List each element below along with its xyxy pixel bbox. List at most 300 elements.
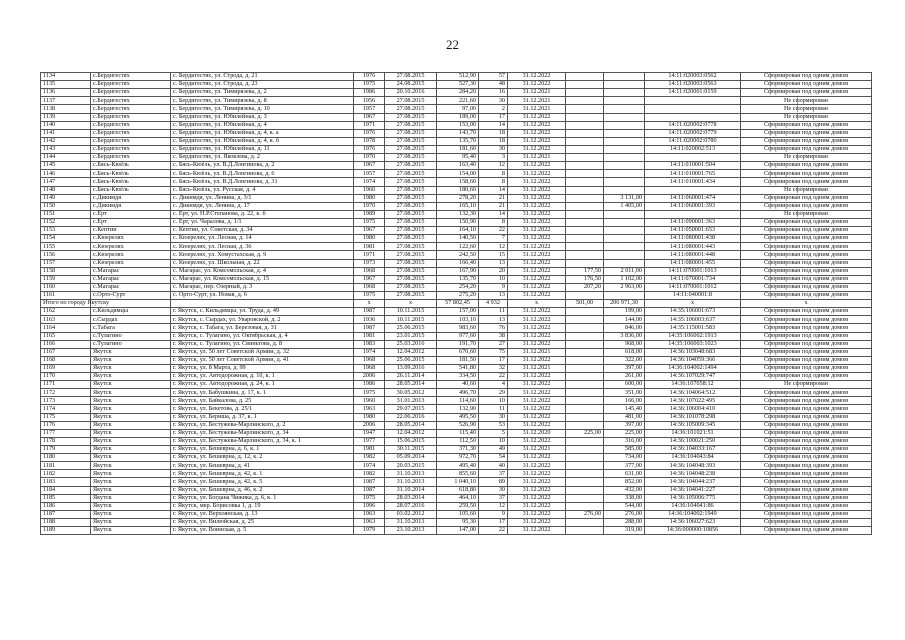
cell-deadline-date: 31.12.2022 bbox=[508, 73, 566, 81]
cell-cadastral-number: 14:36:104059:366 bbox=[645, 356, 741, 364]
cell-deadline-date: 31.12.2022 bbox=[508, 129, 566, 137]
cell-sum-1 bbox=[566, 210, 604, 218]
cell-status: Сформирован под одним домом bbox=[741, 202, 872, 210]
cell-locality: с.Тулагино bbox=[91, 340, 171, 348]
cell-status: Сформирован под одним домом bbox=[741, 486, 872, 494]
cell-residents: 17 bbox=[479, 113, 508, 121]
table-row bbox=[41, 373, 872, 381]
cell-address: г. Якутск, ул. Бекетова, д. 25/1 bbox=[171, 405, 354, 413]
cell-address: с. Кюерелях, ул. Лесная, д. 36 bbox=[171, 243, 354, 251]
cell-sum-2: 600,00 bbox=[604, 381, 645, 389]
cell-address: с. Бердигестях, ул. Строда, д. 21 bbox=[171, 73, 354, 81]
cell-cadastral-number: 14:11:070001:734 bbox=[645, 275, 741, 283]
cell-locality: с.Дикимдя bbox=[91, 202, 171, 210]
cell-sum-1 bbox=[566, 227, 604, 235]
cell-row-number: 1181 bbox=[41, 462, 91, 470]
cell-row-number: 1138 bbox=[41, 105, 91, 113]
cell-address: с. Кюерелях, ул. Школьная, д. 22 bbox=[171, 259, 354, 267]
cell-locality: с.Бясь-Кюёль bbox=[91, 178, 171, 186]
cell-sum-1 bbox=[566, 332, 604, 340]
cell-record-date: 27.08.2015 bbox=[385, 154, 437, 162]
cell-row-number: 1150 bbox=[41, 202, 91, 210]
cell-deadline-date: 31.12.2022 bbox=[508, 340, 566, 348]
cell-status: Сформирован под одним домом bbox=[741, 178, 872, 186]
cell-cadastral-number: 14:11:020002:0780 bbox=[645, 137, 741, 145]
cell-address: г. Якутск, ул. Бернша, д. 37, к. 1 bbox=[171, 413, 354, 421]
cell-sum-2: 397,00 bbox=[604, 364, 645, 372]
cell-sum-2 bbox=[604, 162, 645, 170]
cell-sum-2: 397,00 bbox=[604, 421, 645, 429]
cell-residents: 54 bbox=[479, 454, 508, 462]
cell-area: 464,10 bbox=[437, 494, 479, 502]
cell-cadastral-number: 14:36:104041:86 bbox=[645, 502, 741, 510]
cell-sum-2: 338,00 bbox=[604, 494, 645, 502]
cell-cadastral-number: 14:11:070001:1013 bbox=[645, 267, 741, 275]
cell-area: 154,00 bbox=[437, 170, 479, 178]
cell-year-built: x bbox=[354, 300, 385, 308]
cell-sum-2: 261,00 bbox=[604, 373, 645, 381]
table-row bbox=[41, 413, 872, 421]
cell-locality: с.Табага bbox=[91, 324, 171, 332]
cell-locality: Якутск bbox=[91, 527, 171, 535]
cell-area: 40,60 bbox=[437, 381, 479, 389]
cell-sum-1 bbox=[566, 129, 604, 137]
cell-locality: Якутск bbox=[91, 356, 171, 364]
table-row bbox=[41, 162, 872, 170]
cell-row-number: 1151 bbox=[41, 210, 91, 218]
cell-area: 158,60 bbox=[437, 178, 479, 186]
cell-row-number: 1154 bbox=[41, 235, 91, 243]
cell-residents: 3 bbox=[479, 154, 508, 162]
cell-sum-2 bbox=[604, 105, 645, 113]
cell-deadline-date: 31.12.2022 bbox=[508, 283, 566, 291]
cell-cadastral-number: 14:36:104002:1949 bbox=[645, 510, 741, 518]
cell-year-built: 2006 bbox=[354, 421, 385, 429]
cell-area: 278,20 bbox=[437, 194, 479, 202]
cell-sum-2: 225,00 bbox=[604, 429, 645, 437]
cell-record-date: 30.05.2012 bbox=[385, 389, 437, 397]
cell-year-built: 1978 bbox=[354, 137, 385, 145]
cell-sum-1 bbox=[566, 218, 604, 226]
cell-year-built: 1987 bbox=[354, 308, 385, 316]
cell-area: 132,90 bbox=[437, 405, 479, 413]
cell-cadastral-number: x bbox=[645, 300, 741, 308]
cell-locality: с.Бясь-Кюёль bbox=[91, 186, 171, 194]
cell-locality: Якутск bbox=[91, 373, 171, 381]
cell-sum-1 bbox=[566, 405, 604, 413]
cell-year-built: 1986 bbox=[354, 89, 385, 97]
cell-locality: с.Кюерелях bbox=[91, 259, 171, 267]
cell-sum-1 bbox=[566, 381, 604, 389]
cell-deadline-date: 31.12.2021 bbox=[508, 364, 566, 372]
table-row bbox=[41, 267, 872, 275]
cell-residents: 21 bbox=[479, 202, 508, 210]
cell-row-number: 1148 bbox=[41, 186, 91, 194]
cell-residents: 8 bbox=[479, 218, 508, 226]
cell-deadline-date: x bbox=[508, 300, 566, 308]
table-row bbox=[41, 527, 872, 535]
cell-status: x bbox=[741, 300, 872, 308]
cell-record-date: 20.03.2015 bbox=[385, 462, 437, 470]
cell-record-date: 31.10.2013 bbox=[385, 478, 437, 486]
cell-status: Сформирован под одним домом bbox=[741, 332, 872, 340]
cell-residents: 57 bbox=[479, 73, 508, 81]
cell-row-number: 1177 bbox=[41, 429, 91, 437]
cell-row-number: 1188 bbox=[41, 519, 91, 527]
cell-address: г. Якутск, с. Табага, ул. Березовая, д. 31 bbox=[171, 324, 354, 332]
cell-year-built: 1963 bbox=[354, 519, 385, 527]
table-row bbox=[41, 251, 872, 259]
table-row bbox=[41, 89, 872, 97]
cell-year-built: 1967 bbox=[354, 275, 385, 283]
cell-row-number: 1156 bbox=[41, 251, 91, 259]
cell-sum-1 bbox=[566, 243, 604, 251]
cell-deadline-date: 31.12.2021 bbox=[508, 97, 566, 105]
cell-address: с. Кюерелях, ул. Лесная, д. 14 bbox=[171, 235, 354, 243]
cell-sum-1 bbox=[566, 308, 604, 316]
cell-sum-2: 846,00 bbox=[604, 324, 645, 332]
cell-cadastral-number: 14:35:106003:1023 bbox=[645, 340, 741, 348]
cell-sum-1 bbox=[566, 413, 604, 421]
table-row bbox=[41, 332, 872, 340]
cell-sum-1 bbox=[566, 202, 604, 210]
cell-record-date: 28.05.2014 bbox=[385, 421, 437, 429]
table-row bbox=[41, 227, 872, 235]
cell-cadastral-number: 14:36:104041:227 bbox=[645, 486, 741, 494]
cell-year-built: 1981 bbox=[354, 243, 385, 251]
cell-status: Сформирован под одним домом bbox=[741, 340, 872, 348]
cell-deadline-date: 31.12.2022 bbox=[508, 121, 566, 129]
cell-address: с. Магарас, пер. Озерный, д. 3 bbox=[171, 283, 354, 291]
cell-row-number: 1189 bbox=[41, 527, 91, 535]
cell-sum-1: 225,00 bbox=[566, 429, 604, 437]
cell-address: г. Якутск, ул. 50 лет Советской Армии, д. 32 bbox=[171, 348, 354, 356]
cell-deadline-date: 31.12.2022 bbox=[508, 186, 566, 194]
cell-locality: с.Бердигестях bbox=[91, 73, 171, 81]
cell-residents: 16 bbox=[479, 89, 508, 97]
cell-status: Не сформирован bbox=[741, 105, 872, 113]
cell-sum-1 bbox=[566, 97, 604, 105]
cell-cadastral-number bbox=[645, 186, 741, 194]
cell-record-date: 27.08.2015 bbox=[385, 210, 437, 218]
cell-area: 618,80 bbox=[437, 486, 479, 494]
cell-status: Не сформирован bbox=[741, 97, 872, 105]
table-row bbox=[41, 154, 872, 162]
cell-address: г. Якутск, ул. Автодорожная, д. 24, к. 1 bbox=[171, 381, 354, 389]
table-row bbox=[41, 73, 872, 81]
table-row bbox=[41, 470, 872, 478]
cell-row-number: 1155 bbox=[41, 243, 91, 251]
cell-deadline-date: 31.12.2022 bbox=[508, 137, 566, 145]
cell-sum-2: 288,00 bbox=[604, 519, 645, 527]
cell-sum-2 bbox=[604, 259, 645, 267]
cell-area: 495,50 bbox=[437, 413, 479, 421]
housing-register-table bbox=[40, 72, 872, 535]
cell-sum-2: 1 405,00 bbox=[604, 202, 645, 210]
cell-status: Сформирован под одним домом bbox=[741, 251, 872, 259]
cell-status: Сформирован под одним домом bbox=[741, 421, 872, 429]
cell-sum-1 bbox=[566, 154, 604, 162]
cell-year-built: 1968 bbox=[354, 267, 385, 275]
cell-year-built: 1947 bbox=[354, 429, 385, 437]
cell-sum-2: 319,00 bbox=[604, 527, 645, 535]
cell-locality: Якутск bbox=[91, 510, 171, 518]
cell-locality: с.Бердигестях bbox=[91, 113, 171, 121]
cell-cadastral-number: 14:36:103048:683 bbox=[645, 348, 741, 356]
cell-row-number: 1186 bbox=[41, 502, 91, 510]
cell-sum-2 bbox=[604, 243, 645, 251]
cell-area: 150,90 bbox=[437, 218, 479, 226]
table-row bbox=[41, 494, 872, 502]
cell-row-number: 1149 bbox=[41, 194, 91, 202]
cell-row-number: 1143 bbox=[41, 145, 91, 153]
cell-address: г. Якутск, мкр. Борисовка 1, д. 19 bbox=[171, 502, 354, 510]
cell-status: Сформирован под одним домом bbox=[741, 527, 872, 535]
cell-record-date: 27.08.2015 bbox=[385, 259, 437, 267]
cell-sum-1: 501,00 bbox=[566, 300, 604, 308]
cell-locality: с.Сырдах bbox=[91, 316, 171, 324]
cell-sum-2 bbox=[604, 97, 645, 105]
cell-locality: Якутск bbox=[91, 429, 171, 437]
cell-cadastral-number: 14:11:020003:0563 bbox=[645, 81, 741, 89]
cell-record-date: 28.03.2014 bbox=[385, 494, 437, 502]
cell-locality: Якутск bbox=[91, 348, 171, 356]
cell-year-built: 1968 bbox=[354, 356, 385, 364]
table-row bbox=[41, 210, 872, 218]
cell-residents: 37 bbox=[479, 470, 508, 478]
cell-deadline-date: 31.12.2022 bbox=[508, 259, 566, 267]
cell-year-built: 1970 bbox=[354, 202, 385, 210]
cell-status: Сформирован под одним домом bbox=[741, 227, 872, 235]
cell-record-date: 05.09.2014 bbox=[385, 454, 437, 462]
cell-sum-2: 734,00 bbox=[604, 454, 645, 462]
cell-sum-2 bbox=[604, 210, 645, 218]
cell-sum-1 bbox=[566, 486, 604, 494]
cell-status: Сформирован под одним домом bbox=[741, 218, 872, 226]
cell-residents: 30 bbox=[479, 97, 508, 105]
cell-residents: 40 bbox=[479, 462, 508, 470]
cell-sum-1 bbox=[566, 324, 604, 332]
table-row bbox=[41, 145, 872, 153]
cell-status: Сформирован под одним домом bbox=[741, 73, 872, 81]
cell-address: с. Кюерелях, ул. Хомустахская, д. 9 bbox=[171, 251, 354, 259]
cell-sum-1: 176,50 bbox=[566, 275, 604, 283]
cell-cadastral-number: 14:36:107058:12 bbox=[645, 381, 741, 389]
cell-record-date: 31.01.2013 bbox=[385, 397, 437, 405]
cell-record-date: 27.08.2015 bbox=[385, 73, 437, 81]
cell-year-built: 1981 bbox=[354, 332, 385, 340]
cell-sum-2: 852,00 bbox=[604, 478, 645, 486]
cell-status: Не сформирован bbox=[741, 186, 872, 194]
cell-deadline-date: 31.12.2020 bbox=[508, 429, 566, 437]
cell-residents: 32 bbox=[479, 364, 508, 372]
cell-residents: 2 bbox=[479, 105, 508, 113]
cell-status: Сформирован под одним домом bbox=[741, 389, 872, 397]
cell-area: 132,30 bbox=[437, 210, 479, 218]
cell-cadastral-number: 14:36:107029:747 bbox=[645, 373, 741, 381]
cell-year-built: 1963 bbox=[354, 510, 385, 518]
cell-status: Сформирован под одним домом bbox=[741, 194, 872, 202]
cell-locality: Якутск bbox=[91, 486, 171, 494]
cell-sum-1 bbox=[566, 235, 604, 243]
cell-year-built: 1987 bbox=[354, 486, 385, 494]
cell-address: г. Якутск, с. Тулагино, ул. Свиньтова, д. 8 bbox=[171, 340, 354, 348]
cell-status: Сформирован под одним домом bbox=[741, 510, 872, 518]
cell-record-date: 10.11.2015 bbox=[385, 308, 437, 316]
cell-record-date: 26.11.2014 bbox=[385, 373, 437, 381]
cell-residents: 21 bbox=[479, 194, 508, 202]
cell-area: 115,40 bbox=[437, 429, 479, 437]
cell-record-date: 25.06.2015 bbox=[385, 356, 437, 364]
cell-sum-1 bbox=[566, 137, 604, 145]
cell-cadastral-number: 14:36:101021:51 bbox=[645, 429, 741, 437]
table-row bbox=[41, 275, 872, 283]
cell-deadline-date: 31.12.2022 bbox=[508, 373, 566, 381]
cell-address: г. Якутск, с. Сырдах, ул. Уваровской, д. 2 bbox=[171, 316, 354, 324]
cell-residents: 89 bbox=[479, 478, 508, 486]
cell-deadline-date: 31.12.2022 bbox=[508, 413, 566, 421]
cell-sum-1 bbox=[566, 356, 604, 364]
cell-sum-2 bbox=[604, 170, 645, 178]
cell-record-date: 30.11.2015 bbox=[385, 446, 437, 454]
cell-year-built: 1974 bbox=[354, 462, 385, 470]
cell-status: Сформирован под одним домом bbox=[741, 162, 872, 170]
cell-locality: с.Дикимдя bbox=[91, 194, 171, 202]
cell-record-date: 27.08.2015 bbox=[385, 105, 437, 113]
cell-row-number: 1184 bbox=[41, 486, 91, 494]
cell-area: 167,90 bbox=[437, 267, 479, 275]
cell-deadline-date: 31.12.2022 bbox=[508, 381, 566, 389]
cell-record-date: 27.08.2015 bbox=[385, 145, 437, 153]
cell-locality: Якутск bbox=[91, 364, 171, 372]
cell-area: 284,20 bbox=[437, 89, 479, 97]
table-row bbox=[41, 81, 872, 89]
cell-record-date: 31.10.2013 bbox=[385, 470, 437, 478]
cell-locality: Якутск bbox=[91, 470, 171, 478]
cell-deadline-date: 31.12.2022 bbox=[508, 202, 566, 210]
cell-record-date: 27.08.2015 bbox=[385, 170, 437, 178]
cell-row-number: 1146 bbox=[41, 170, 91, 178]
cell-status: Сформирован под одним домом bbox=[741, 89, 872, 97]
cell-address: г. Якутск, ул. Байкалова, д. 25 bbox=[171, 397, 354, 405]
cell-residents: 37 bbox=[479, 494, 508, 502]
cell-sum-1 bbox=[566, 81, 604, 89]
cell-area: 157,00 bbox=[437, 308, 479, 316]
cell-locality: с.Кюерелях bbox=[91, 235, 171, 243]
table-row bbox=[41, 194, 872, 202]
cell-deadline-date: 31.12.2021 bbox=[508, 105, 566, 113]
cell-deadline-date: 31.12.2022 bbox=[508, 437, 566, 445]
cell-address: с. Кептин, ул. Советская, д. 34 bbox=[171, 227, 354, 235]
cell-row-number: Итого по городу Якутску bbox=[41, 300, 91, 308]
table-row bbox=[41, 202, 872, 210]
table-row bbox=[41, 348, 872, 356]
cell-residents: 20 bbox=[479, 267, 508, 275]
cell-address: г. Якутск, с. Тулагино, ул. Октябрьская, д. 4 bbox=[171, 332, 354, 340]
cell-year-built: 1971 bbox=[354, 121, 385, 129]
cell-record-date: 31.10.2013 bbox=[385, 519, 437, 527]
cell-record-date: 25.03.2016 bbox=[385, 340, 437, 348]
table-row bbox=[41, 405, 872, 413]
cell-area: 181,50 bbox=[437, 356, 479, 364]
cell-row-number: 1158 bbox=[41, 267, 91, 275]
cell-residents: 13 bbox=[479, 259, 508, 267]
cell-address: с. Бердигестях, ул. Яковлева, д. 2 bbox=[171, 154, 354, 162]
cell-sum-2: 1 102,00 bbox=[604, 275, 645, 283]
cell-address: г. Якутск, ул. Бестужева-Марлинского, д. 2 bbox=[171, 421, 354, 429]
cell-residents: 9 bbox=[479, 283, 508, 291]
cell-row-number: 1170 bbox=[41, 373, 91, 381]
cell-locality: Якутск bbox=[91, 413, 171, 421]
cell-area: 112,50 bbox=[437, 437, 479, 445]
cell-address: с. Бясь-Кюёль, ул. В.Д.Лонгинова, д. 2 bbox=[171, 162, 354, 170]
cell-row-number: 1164 bbox=[41, 324, 91, 332]
cell-status: Сформирован под одним домом bbox=[741, 275, 872, 283]
cell-address: г. Якутск, ул. 50 лет Советской Армии, д. 41 bbox=[171, 356, 354, 364]
cell-deadline-date: 31.12.2022 bbox=[508, 170, 566, 178]
cell-address: г. Якутск, ул. 8 Марта, д. 99 bbox=[171, 364, 354, 372]
cell-residents: 4 932 bbox=[479, 300, 508, 308]
cell-locality: с.Магарас bbox=[91, 267, 171, 275]
cell-residents: 13 bbox=[479, 291, 508, 299]
cell-cadastral-number: 14:36:105009:345 bbox=[645, 421, 741, 429]
cell-record-date: 24.08.2015 bbox=[385, 81, 437, 89]
cell-residents: 75 bbox=[479, 348, 508, 356]
cell-sum-2 bbox=[604, 145, 645, 153]
cell-area: 95,30 bbox=[437, 519, 479, 527]
cell-residents: 30 bbox=[479, 486, 508, 494]
cell-cadastral-number: 14:36:000000:10856 bbox=[645, 527, 741, 535]
cell-cadastral-number: 14:11:070001:1012 bbox=[645, 283, 741, 291]
cell-sum-1 bbox=[566, 389, 604, 397]
cell-year-built: 1968 bbox=[354, 283, 385, 291]
cell-deadline-date: 31.12.2022 bbox=[508, 308, 566, 316]
cell-cadastral-number: 14:11:060001:474 bbox=[645, 194, 741, 202]
cell-area: 541,80 bbox=[437, 364, 479, 372]
cell-residents: 17 bbox=[479, 356, 508, 364]
cell-year-built: 1980 bbox=[354, 413, 385, 421]
cell-locality: Якутск bbox=[91, 494, 171, 502]
cell-sum-1 bbox=[566, 186, 604, 194]
cell-area: 153,00 bbox=[437, 121, 479, 129]
cell-area: 496,70 bbox=[437, 389, 479, 397]
cell-sum-1 bbox=[566, 462, 604, 470]
cell-residents: 48 bbox=[479, 81, 508, 89]
cell-deadline-date: 31.12.2022 bbox=[508, 332, 566, 340]
cell-residents: 29 bbox=[479, 389, 508, 397]
cell-address: с. Бердигестях, ул. Строда, д. 23 bbox=[171, 81, 354, 89]
table-row bbox=[41, 97, 872, 105]
cell-year-built: 1967 bbox=[354, 227, 385, 235]
cell-area: 855,60 bbox=[437, 470, 479, 478]
cell-area: 114,60 bbox=[437, 397, 479, 405]
cell-status: Сформирован под одним домом bbox=[741, 137, 872, 145]
cell-area: 495,40 bbox=[437, 462, 479, 470]
cell-residents: 53 bbox=[479, 421, 508, 429]
cell-deadline-date: 31.12.2022 bbox=[508, 267, 566, 275]
cell-record-date: 23.01.2015 bbox=[385, 332, 437, 340]
cell-residents: 49 bbox=[479, 446, 508, 454]
cell-locality: с.Бердигестях bbox=[91, 97, 171, 105]
cell-status: Сформирован под одним домом bbox=[741, 429, 872, 437]
cell-residents: 27 bbox=[479, 340, 508, 348]
cell-sum-2 bbox=[604, 178, 645, 186]
cell-record-date: 27.08.2015 bbox=[385, 129, 437, 137]
cell-record-date: 28.07.2016 bbox=[385, 502, 437, 510]
cell-status: Сформирован под одним домом bbox=[741, 235, 872, 243]
cell-row-number: 1157 bbox=[41, 259, 91, 267]
cell-row-number: 1172 bbox=[41, 389, 91, 397]
